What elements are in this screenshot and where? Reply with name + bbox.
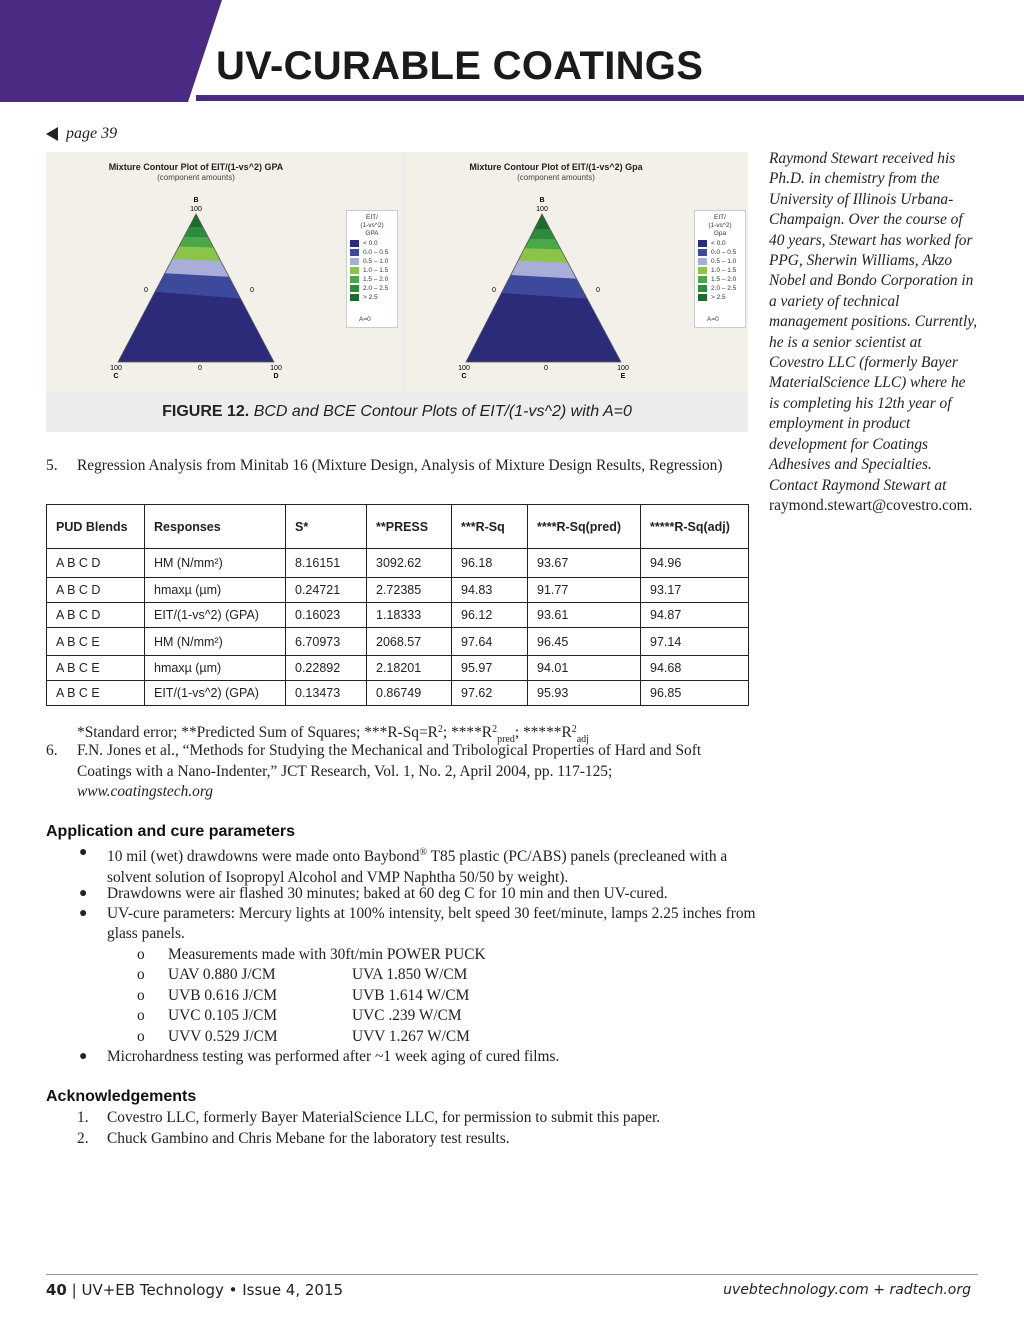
vertex-value-top: 100 <box>190 206 202 213</box>
table-cell: A B C E <box>47 656 145 681</box>
legend-entry: 0.5 – 1.0 <box>698 257 742 265</box>
axis-zero-left: 0 <box>492 287 496 294</box>
legend-swatch <box>698 285 707 292</box>
plot-title: Mixture Contour Plot of EIT/(1-vs^2) GPA <box>108 162 284 172</box>
table-row <box>47 603 749 628</box>
bullet-icon: ● <box>79 845 88 860</box>
vertex-label-right: E <box>620 373 626 380</box>
bullet-text: Drawdowns were air flashed 30 minutes; baked at 60 deg C for 10 min and then UV-cured. <box>107 885 668 902</box>
table-row <box>47 549 749 578</box>
legend-swatch <box>350 285 359 292</box>
col-header: ***R-Sq <box>452 505 528 549</box>
header-rule <box>196 95 1024 101</box>
plot-subtitle: (component amounts) <box>157 173 235 182</box>
table-cell: hmaxµ (µm) <box>145 578 286 603</box>
axis-zero-bottom: 0 <box>198 365 202 372</box>
plot-subtitle: (component amounts) <box>517 173 595 182</box>
bullet-icon: ● <box>79 886 88 901</box>
axis-zero-right: 0 <box>596 287 600 294</box>
table-cell: 1.18333 <box>367 603 452 628</box>
vertex-label-top: B <box>539 197 545 204</box>
sub-bullet-icon: o <box>137 966 145 983</box>
sub-bullet-icon: o <box>137 946 145 963</box>
legend-entry: 0.0 – 0.5 <box>350 248 394 256</box>
table-cell: 91.77 <box>528 578 641 603</box>
table-cell: 0.13473 <box>286 681 367 706</box>
legend-swatch <box>350 240 359 247</box>
table-row <box>47 681 749 706</box>
bullet-icon: ● <box>79 1049 88 1064</box>
table-cell: 93.61 <box>528 603 641 628</box>
vertex-value-right: 100 <box>617 365 629 372</box>
legend-swatch <box>350 258 359 265</box>
vertex-label-left: C <box>113 373 119 380</box>
vertex-value-left: 100 <box>110 365 122 372</box>
table-cell: 96.85 <box>641 681 749 706</box>
legend-swatch <box>350 276 359 283</box>
legend-entry: 2.0 – 2.5 <box>698 284 742 292</box>
bullet-text: Microhardness testing was performed after ~1 week aging of cured films. <box>107 1048 560 1065</box>
legend-title-3: Gpa <box>713 230 727 237</box>
legend-title-1: EIT/ <box>714 214 726 221</box>
table-cell: A B C E <box>47 628 145 656</box>
table-cell: 8.16151 <box>286 549 367 578</box>
table-cell: 94.68 <box>641 656 749 681</box>
legend-entry: 1.5 – 2.0 <box>350 275 394 283</box>
table-row <box>47 578 749 603</box>
footer-separator: | <box>71 1281 77 1299</box>
contour-plot-bce <box>406 152 748 392</box>
table-cell: 2068.57 <box>367 628 452 656</box>
table-cell: 94.96 <box>641 549 749 578</box>
legend-swatch <box>698 240 707 247</box>
legend-swatch <box>698 249 707 256</box>
plot-legend <box>694 210 746 328</box>
legend-entry: 1.0 – 1.5 <box>698 266 742 274</box>
axis-zero-right: 0 <box>250 287 254 294</box>
table-cell: 93.17 <box>641 578 749 603</box>
table-cell: 94.87 <box>641 603 749 628</box>
col-header: Responses <box>145 505 286 549</box>
table-footnote: *Standard error; **Predicted Sum of Squares; $***R-Sq=R^2$; $****R^2_{pred}$; $*****R^2_{adj}$ <box>77 724 589 745</box>
table-cell: A B C D <box>47 578 145 603</box>
author-bio-text: Raymond Stewart received his Ph.D. in chemistry from the University of Illinois Urbana-Champaign. Over the course of 40 years, Stewart has worked for PPG, Sherwin Williams, Akzo Nobel and Bondo Corporation in a variety of technical management positions. Currently, he is a senior scientist at Covestro LLC (formerly Bayer MaterialScience LLC) where he is completing his 12th year of employment in product development for Coatings Adhesives and Specialties. Contact Raymond Stewart at <box>769 150 978 494</box>
table-cell: 2.18201 <box>367 656 452 681</box>
table-cell: A B C D <box>47 549 145 578</box>
plot-title: Mixture Contour Plot of EIT/(1-vs^2) Gpa <box>469 162 643 172</box>
vertex-value-right: 100 <box>270 365 282 372</box>
table-cell: 94.01 <box>528 656 641 681</box>
table-cell: 94.83 <box>452 578 528 603</box>
legend-swatch <box>350 294 359 301</box>
table-cell: 97.62 <box>452 681 528 706</box>
table-cell: 96.18 <box>452 549 528 578</box>
col-header: PUD Blends <box>47 505 145 549</box>
table-cell: A B C D <box>47 603 145 628</box>
table-header-row <box>47 505 749 549</box>
reference-number: 5. <box>46 457 58 474</box>
table-row <box>47 656 749 681</box>
col-header: **PRESS <box>367 505 452 549</box>
table-cell: 96.45 <box>528 628 641 656</box>
page-title: UV-CURABLE COATINGS <box>216 44 704 88</box>
reference-text: F.N. Jones et al., “Methods for Studying the Mechanical and Tribological Properties of Hard and Soft Coatings with a Nano-Indenter,” JCT Research, Vol. 1, No. 2, April 2004, pp. 117-125; www.coatingstech.org <box>77 742 702 800</box>
table-cell: 0.22892 <box>286 656 367 681</box>
legend-note: A=0 <box>707 316 719 323</box>
col-header: ****R-Sq(pred) <box>528 505 641 549</box>
figure-caption <box>46 392 748 432</box>
previous-page-link[interactable] <box>46 125 117 143</box>
table-cell: 97.64 <box>452 628 528 656</box>
bullet-text: 10 mil (wet) drawdowns were made onto Baybond® T85 plastic (PC/ABS) panels (precleaned with a solvent solution of Isopropyl Alcohol and VMP Naphtha 50/50 by weight). <box>107 847 728 886</box>
regression-table <box>46 504 749 706</box>
section-heading-acknowledgements: Acknowledgements <box>46 1088 197 1105</box>
table-cell: 95.97 <box>452 656 528 681</box>
table-cell: 97.14 <box>641 628 749 656</box>
header-purple-block <box>0 0 222 102</box>
table-cell: EIT/(1-vs^2) (GPA) <box>145 681 286 706</box>
legend-entry: 0.5 – 1.0 <box>350 257 394 265</box>
reference-number: 6. <box>46 742 58 759</box>
vertex-label-right: D <box>273 373 279 380</box>
legend-entry: 2.0 – 2.5 <box>350 284 394 292</box>
page-ref-text: page 39 <box>66 125 118 142</box>
sub-bullet-icon: o <box>137 987 145 1004</box>
legend-entry: 1.0 – 1.5 <box>350 266 394 274</box>
legend-entry: > 2.5 <box>698 293 742 301</box>
table-cell: 6.70973 <box>286 628 367 656</box>
legend-note: A=0 <box>359 316 371 323</box>
figure-12 <box>46 152 748 432</box>
table-cell: 0.24721 <box>286 578 367 603</box>
legend-title-2: (1-vs^2) <box>708 222 732 229</box>
table-cell: 3092.62 <box>367 549 452 578</box>
reference-link[interactable]: www.coatingstech.org <box>77 783 213 800</box>
legend-swatch <box>698 267 707 274</box>
vertex-label-left: C <box>461 373 467 380</box>
author-bio <box>769 149 979 516</box>
vertex-label-top: B <box>193 197 199 204</box>
plot-legend <box>346 210 398 328</box>
author-email-link[interactable]: raymond.stewart@covestro.com. <box>769 496 973 514</box>
legend-title-1: EIT/ <box>366 214 378 221</box>
table-cell: 2.72385 <box>367 578 452 603</box>
reference-text: Regression Analysis from Minitab 16 (Mixture Design, Analysis of Mixture Design Results, Regression) <box>77 457 723 474</box>
table-cell: 96.12 <box>452 603 528 628</box>
legend-swatch <box>350 267 359 274</box>
table-row <box>47 628 749 656</box>
table-cell: HM (N/mm²) <box>145 628 286 656</box>
sub-bullet-icon: o <box>137 1028 145 1045</box>
section-heading-application: Application and cure parameters <box>46 823 295 840</box>
legend-swatch <box>698 294 707 301</box>
footer-rule <box>46 1274 978 1275</box>
table-cell: 0.86749 <box>367 681 452 706</box>
publication-name: UV+EB Technology • Issue 4, 2015 <box>81 1281 344 1299</box>
table-cell: 93.67 <box>528 549 641 578</box>
table-cell: 0.16023 <box>286 603 367 628</box>
table-cell: HM (N/mm²) <box>145 549 286 578</box>
vertex-value-left: 100 <box>458 365 470 372</box>
bullet-icon: ● <box>79 906 88 921</box>
legend-entry: 0.0 – 0.5 <box>698 248 742 256</box>
axis-zero-bottom: 0 <box>544 365 548 372</box>
legend-entry: 1.5 – 2.0 <box>698 275 742 283</box>
legend-swatch <box>350 249 359 256</box>
legend-swatch <box>698 276 707 283</box>
bullet-text: UV-cure parameters: Mercury lights at 100% intensity, belt speed 30 feet/minute, lamps 2.25 inches from glass panels. <box>107 905 756 943</box>
axis-zero-left: 0 <box>144 287 148 294</box>
legend-entry: > 2.5 <box>350 293 394 301</box>
sub-bullet-icon: o <box>137 1007 145 1024</box>
legend-title-2: (1-vs^2) <box>360 222 384 229</box>
legend-title-3: GPA <box>365 230 379 237</box>
legend-swatch <box>698 258 707 265</box>
vertex-value-top: 100 <box>536 206 548 213</box>
contour-plot-bcd <box>46 152 402 392</box>
footer-publication <box>46 1281 343 1299</box>
legend-entry: < 0.0 <box>350 239 394 247</box>
figure-label: FIGURE 12. <box>162 403 250 420</box>
table-cell: 95.93 <box>528 681 641 706</box>
table-cell: hmaxµ (µm) <box>145 656 286 681</box>
footer-websites[interactable]: uvebtechnology.com + radtech.org <box>723 1282 971 1298</box>
table-cell: EIT/(1-vs^2) (GPA) <box>145 603 286 628</box>
col-header: *****R-Sq(adj) <box>641 505 749 549</box>
page-number: 40 <box>46 1281 67 1299</box>
legend-entry: < 0.0 <box>698 239 742 247</box>
col-header: S* <box>286 505 367 549</box>
left-arrow-icon <box>46 127 58 141</box>
table-cell: A B C E <box>47 681 145 706</box>
figure-caption-text: BCD and BCE Contour Plots of EIT/(1-vs^2) with A=0 <box>253 403 632 420</box>
